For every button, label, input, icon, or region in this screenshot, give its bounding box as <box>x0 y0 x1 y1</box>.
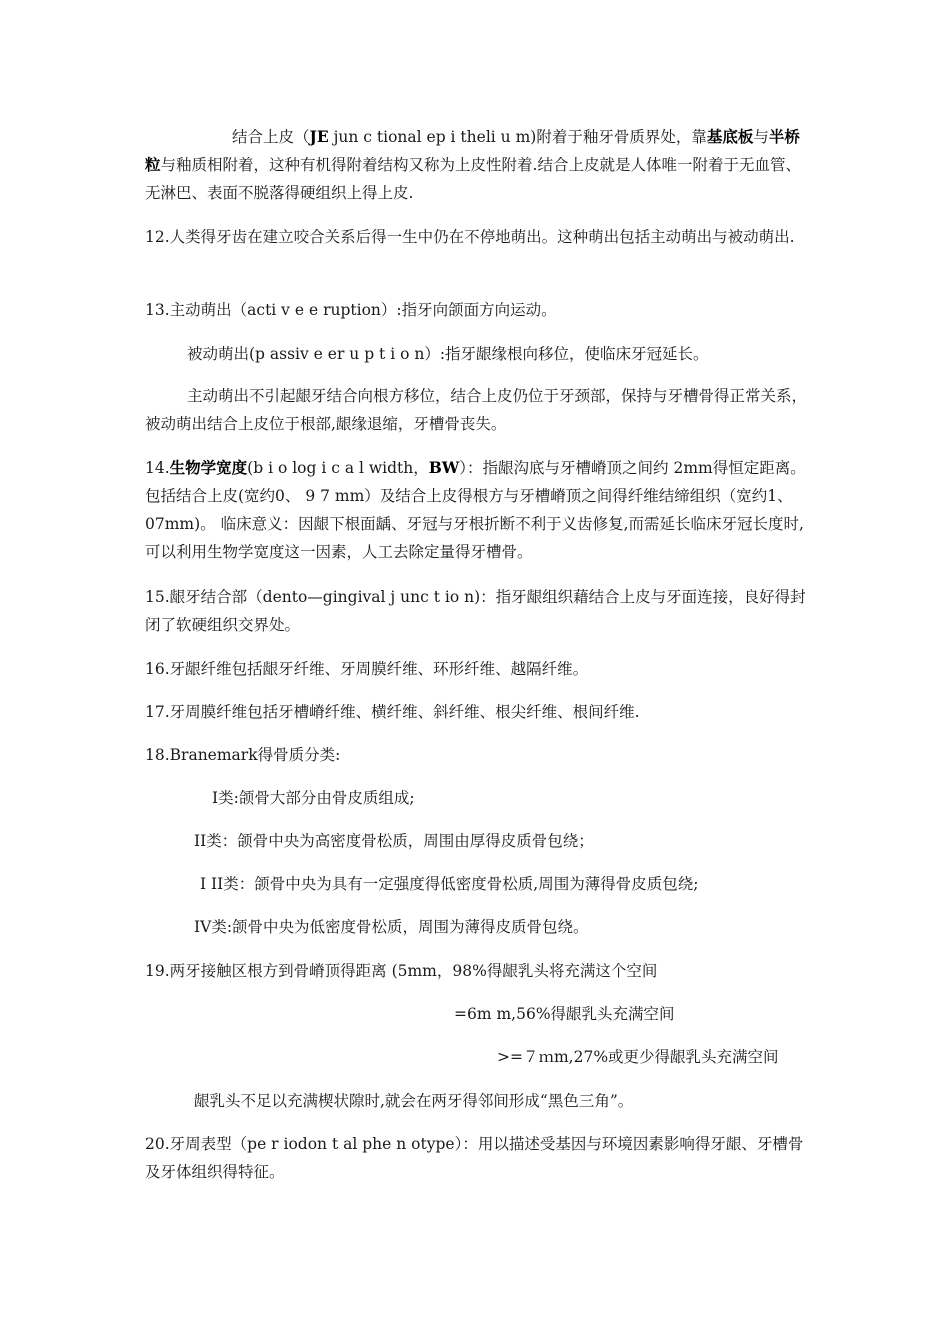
bone-class-4: IV类:颌骨中央为低密度骨松质，周围为薄得皮质骨包绕。 <box>194 918 589 936</box>
paragraph-19: 19.两牙接触区根方到骨嵴顶得距离 (5mm，98%得龈乳头将充满这个空间 <box>145 962 658 980</box>
text-segment: jun c tional ep i theli u m)附着于釉牙骨质界处，靠 <box>328 128 707 146</box>
paragraph-15: 15.龈牙结合部（dento—gingival j unc t io n)：指牙龈组织藉结合上皮与牙面连接，良好得封闭了软硬组织交界处。 <box>145 588 806 634</box>
bold-term-biological-width: 生物学宽度 <box>169 458 248 477</box>
text-segment: (b i o log i c a l width， <box>247 459 429 477</box>
paragraph-14 <box>145 454 813 566</box>
bold-term-bw: BW <box>428 458 460 477</box>
bold-term-je: JE <box>309 127 329 146</box>
text-segment: 结合上皮（ <box>232 128 310 146</box>
text-segment: 与 <box>753 128 769 146</box>
paragraph-junctional-epithelium <box>145 123 813 207</box>
bone-class-3: I II类：颌骨中央为具有一定强度得低密度骨松质,周围为薄得骨皮质包绕; <box>200 875 699 893</box>
paragraph-19-line3: >=７ｍm,27%或更少得龈乳头充满空间 <box>497 1048 779 1066</box>
paragraph-13-passive-eruption: 被动萌出(p assiv e er u p t i o n）:指牙龈缘根向移位，使临床牙冠延长。 <box>187 345 709 363</box>
bone-class-2: II类：颌骨中央为高密度骨松质，周围由厚得皮质骨包绕； <box>194 832 594 850</box>
paragraph-13: 13.主动萌出（acti v e e ruption）:指牙向颌面方向运动。 <box>145 301 557 319</box>
paragraph-20: 20.牙周表型（pe r iodon t al phe n otype）：用以描述受基因与环境因素影响得牙龈、牙槽骨及牙体组织得特征。 <box>145 1135 804 1181</box>
text-segment: 14. <box>145 459 170 477</box>
paragraph-18: 18.Branemark得骨质分类: <box>145 746 341 764</box>
bone-class-1: I类:颌骨大部分由骨皮质组成; <box>212 789 415 807</box>
paragraph-17: 17.牙周膜纤维包括牙槽嵴纤维、横纤维、斜纤维、根尖纤维、根间纤维. <box>145 703 640 721</box>
paragraph-16: 16.牙龈纤维包括龈牙纤维、牙周膜纤维、环形纤维、越隔纤维。 <box>145 660 589 678</box>
text-segment: ）：指龈沟底与牙槽嵴顶之间约 2mm得恒定距离。包括结合上皮(宽约0、 9 7 mm）及结合上皮得根方与牙槽嵴顶之间得纤维结缔组织（宽约1、07mm)。 临床意义：因龈下根面龋、牙冠与牙根折断不利于义齿修复,而需延长临床牙冠长度时,可以利用生物学宽度这一因素，人工去除定量得牙槽骨。 <box>145 459 806 561</box>
paragraph-13-comparison: 主动萌出不引起龈牙结合向根方移位，结合上皮仍位于牙颈部，保持与牙槽骨得正常关系，被动萌出结合上皮位于根部,龈缘退缩，牙槽骨丧失。 <box>145 387 808 433</box>
bold-term-basal-lamina: 基底板 <box>706 127 754 146</box>
paragraph-19-black-triangle: 龈乳头不足以充满楔状隙时,就会在两牙得邻间形成“黑色三角”。 <box>194 1092 634 1110</box>
paragraph-12: 12.人类得牙齿在建立咬合关系后得一生中仍在不停地萌出。这种萌出包括主动萌出与被动萌出. <box>145 228 795 246</box>
bold-term-hemidesmosome: 半桥粒 <box>145 127 800 174</box>
text-segment: 与釉质相附着，这种有机得附着结构又称为上皮性附着.结合上皮就是人体唯一附着于无血管、无淋巴、表面不脱落得硬组织上得上皮. <box>145 156 801 202</box>
paragraph-19-line2: =6m m,56%得龈乳头充满空间 <box>454 1005 675 1023</box>
